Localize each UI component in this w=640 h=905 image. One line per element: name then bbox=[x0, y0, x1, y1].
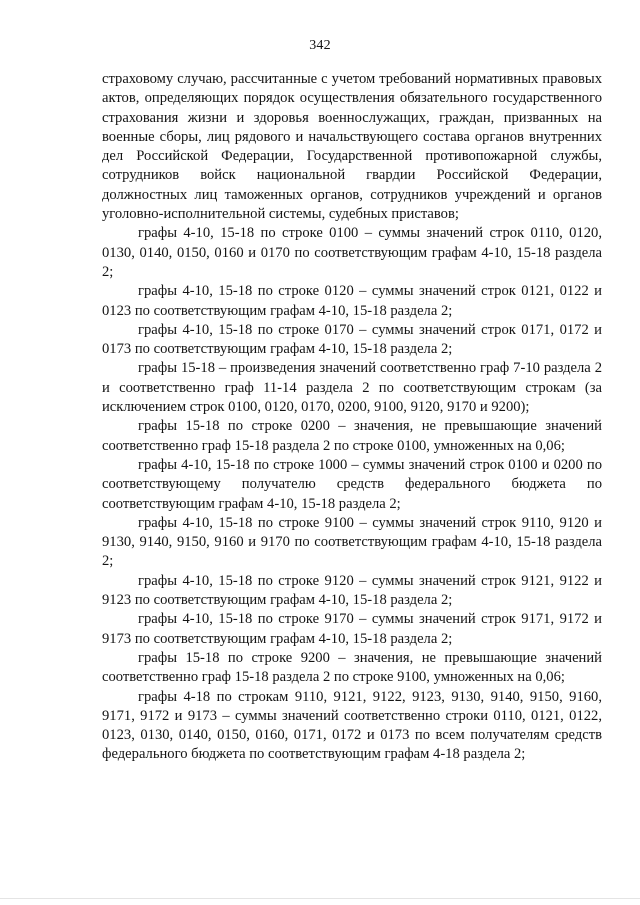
paragraph-row-0120: графы 4-10, 15-18 по строке 0120 – суммы значений строк 0121, 0122 и 0123 по соответствующим графам 4-10, 15-18 раздела 2; bbox=[102, 283, 602, 319]
paragraph-row-9170: графы 4-10, 15-18 по строке 9170 – суммы значений строк 9171, 9172 и 9173 по соответствующим графам 4-10, 15-18 раздела 2; bbox=[102, 611, 602, 647]
paragraph-row-1000: графы 4-10, 15-18 по строке 1000 – суммы значений строк 0100 и 0200 по соответствующему получателю средств федерального бюджета по соответствующим графам 4-10, 15-18 раздела 2; bbox=[102, 456, 602, 512]
paragraph-row-0170: графы 4-10, 15-18 по строке 0170 – суммы значений строк 0171, 0172 и 0173 по соответствующим графам 4-10, 15-18 раздела 2; bbox=[102, 321, 602, 358]
paragraph-rows-9110-9173: графы 4-18 по строкам 9110, 9121, 9122, 9123, 9130, 9140, 9150, 9160, 9171, 9172 и 9173 – суммы значений соответственно строки 0110, 0121, 0122, 0123, 0130, 0140, 0150, 0160, 0171, 0172 и 0173 по всем получателям средств федерального бюджета по соответствующим графам 4-18 раздела 2; bbox=[102, 688, 602, 763]
paragraph-row-9200: графы 15-18 по строке 9200 – значения, не превышающие значений соответственно граф 15-18 раздела 2 по строке 9100, умноженных на 0,06; bbox=[102, 649, 602, 686]
paragraph-insurance-continuation: страховому случаю, рассчитанные с учетом требований нормативных правовых актов, определяющих порядок осуществления обязательного государственного страхования жизни и здоровья военнослужащих, граждан, призванных на военные сборы, лиц рядового и начальствующего состава органов внутренних дел Российской Федерации, Государственной противопожарной службы, сотрудников войск национальной гвардии Российской Федерации, должностных лиц таможенных органов, сотрудников учреждений и органов уголовно-исполнительной системы, судебных приставов; bbox=[102, 71, 602, 223]
paragraph-row-9100: графы 4-10, 15-18 по строке 9100 – суммы значений строк 9110, 9120 и 9130, 9140, 9150, 9160 и 9170 по соответствующим графам 4-10, 15-18 раздела 2; bbox=[102, 514, 602, 570]
paragraph-row-0200: графы 15-18 по строке 0200 – значения, не превышающие значений соответственно граф 15-18 раздела 2 по строке 0100, умноженных на 0,06; bbox=[102, 418, 602, 454]
document-body bbox=[102, 70, 602, 765]
scan-edge-divider bbox=[0, 898, 640, 899]
paragraph-row-0100: графы 4-10, 15-18 по строке 0100 – суммы значений строк 0110, 0120, 0130, 0140, 0150, 0160 и 0170 по соответствующим графам 4-10, 15-18 раздела 2; bbox=[102, 225, 602, 280]
page-number: 342 bbox=[309, 38, 331, 53]
paragraph-columns-15-18-products: графы 15-18 – произведения значений соответственно граф 7-10 раздела 2 и соответственно граф 11-14 раздела 2 по соответствующим строкам (за исключением строк 0100, 0120, 0170, 0200, 9100, 9120, 9170 и 9200); bbox=[102, 360, 602, 416]
paragraph-row-9120: графы 4-10, 15-18 по строке 9120 – суммы значений строк 9121, 9122 и 9123 по соответствующим графам 4-10, 15-18 раздела 2; bbox=[102, 572, 602, 609]
